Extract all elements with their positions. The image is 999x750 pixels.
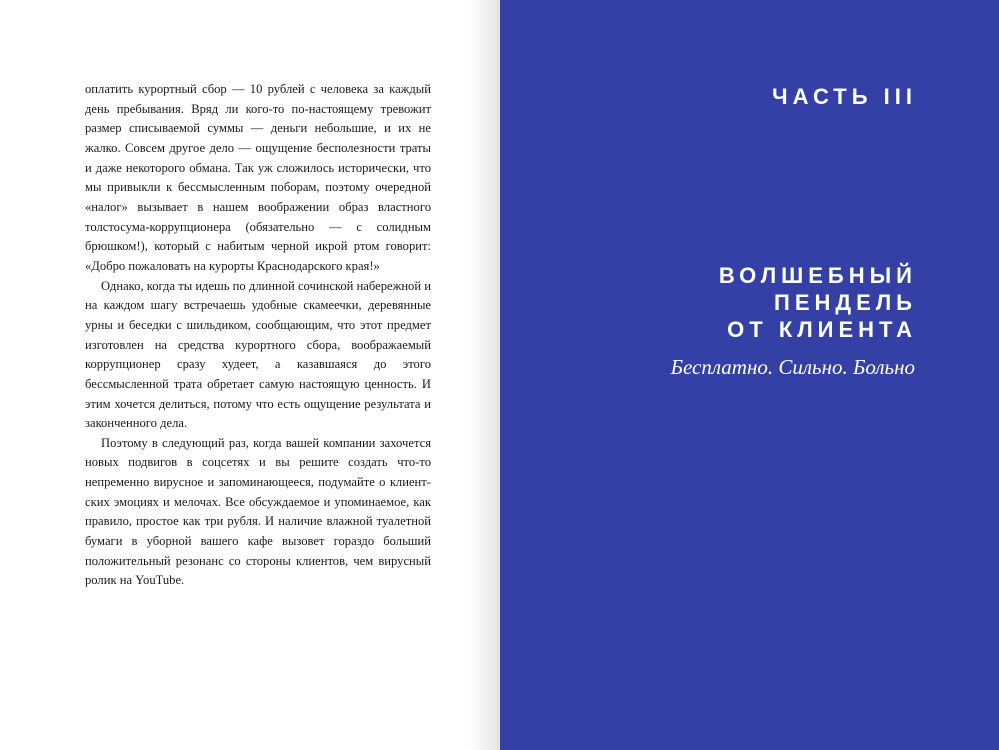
part-label: ЧАСТЬ III xyxy=(772,84,917,109)
chapter-title-line-1: ВОЛШЕБНЫЙ xyxy=(718,263,917,288)
page-gutter xyxy=(470,0,500,750)
body-text xyxy=(85,80,431,591)
right-page xyxy=(500,0,999,750)
chapter-title xyxy=(719,262,917,343)
chapter-title-line-3: ОТ КЛИЕНТА xyxy=(727,317,917,342)
chapter-title-line-2: ПЕНДЕЛЬ xyxy=(774,290,917,315)
paragraph-3: Поэтому в следующий раз, когда вашей компании захочется новых подвигов в соцсетях и вы решите создать что-то непременно вирусное и запоминающееся, подумайте о клиентских эмоциях и мелочах. Все обсуждаемое и упоминаемое, как правило, простое как три рубля. И наличие влажной туалетной бумаги в уборной вашего кафе вызовет гораздо больший положительный резонанс со стороны клиентов, чем вирусный ролик на YouTube. xyxy=(85,435,431,588)
paragraph-1: оплатить курортный сбор — 10 рублей с человека за каждый день пребывания. Вряд ли кого-то по-настоящему тревожит размер списываемой суммы — деньги небольшие, и их не жалко. Совсем другое дело — ощущение бесполезности траты и даже некоторого обмана. Так уж сложилось исторически, что мы привыкли к бессмысленным поборам, поэтому очередной «налог» вызывает в нашем воображении образ властного толстосума-коррупционера (обязательно — с солидным брюшком!), который с набитым черной икрой ртом говорит: «Добро пожаловать на курорты Краснодарского края!» xyxy=(85,82,431,273)
left-page xyxy=(0,0,496,750)
paragraph-2: Однако, когда ты идешь по длинной сочинской набережной и на каждом шагу встречаешь удобные скамеечки, деревянные урны и беседки с шильдиком, сообщающим, что этот предмет изготовлен на средства курортного сбора, воображаемый коррупционер сразу худеет, а казавшаяся до этого бессмысленной трата обретает самую настоящую ценность. И этим хочется делиться, потому что есть ощущение результата и законченного дела. xyxy=(85,278,431,431)
chapter-subtitle: Бесплатно. Сильно. Больно xyxy=(670,355,915,379)
